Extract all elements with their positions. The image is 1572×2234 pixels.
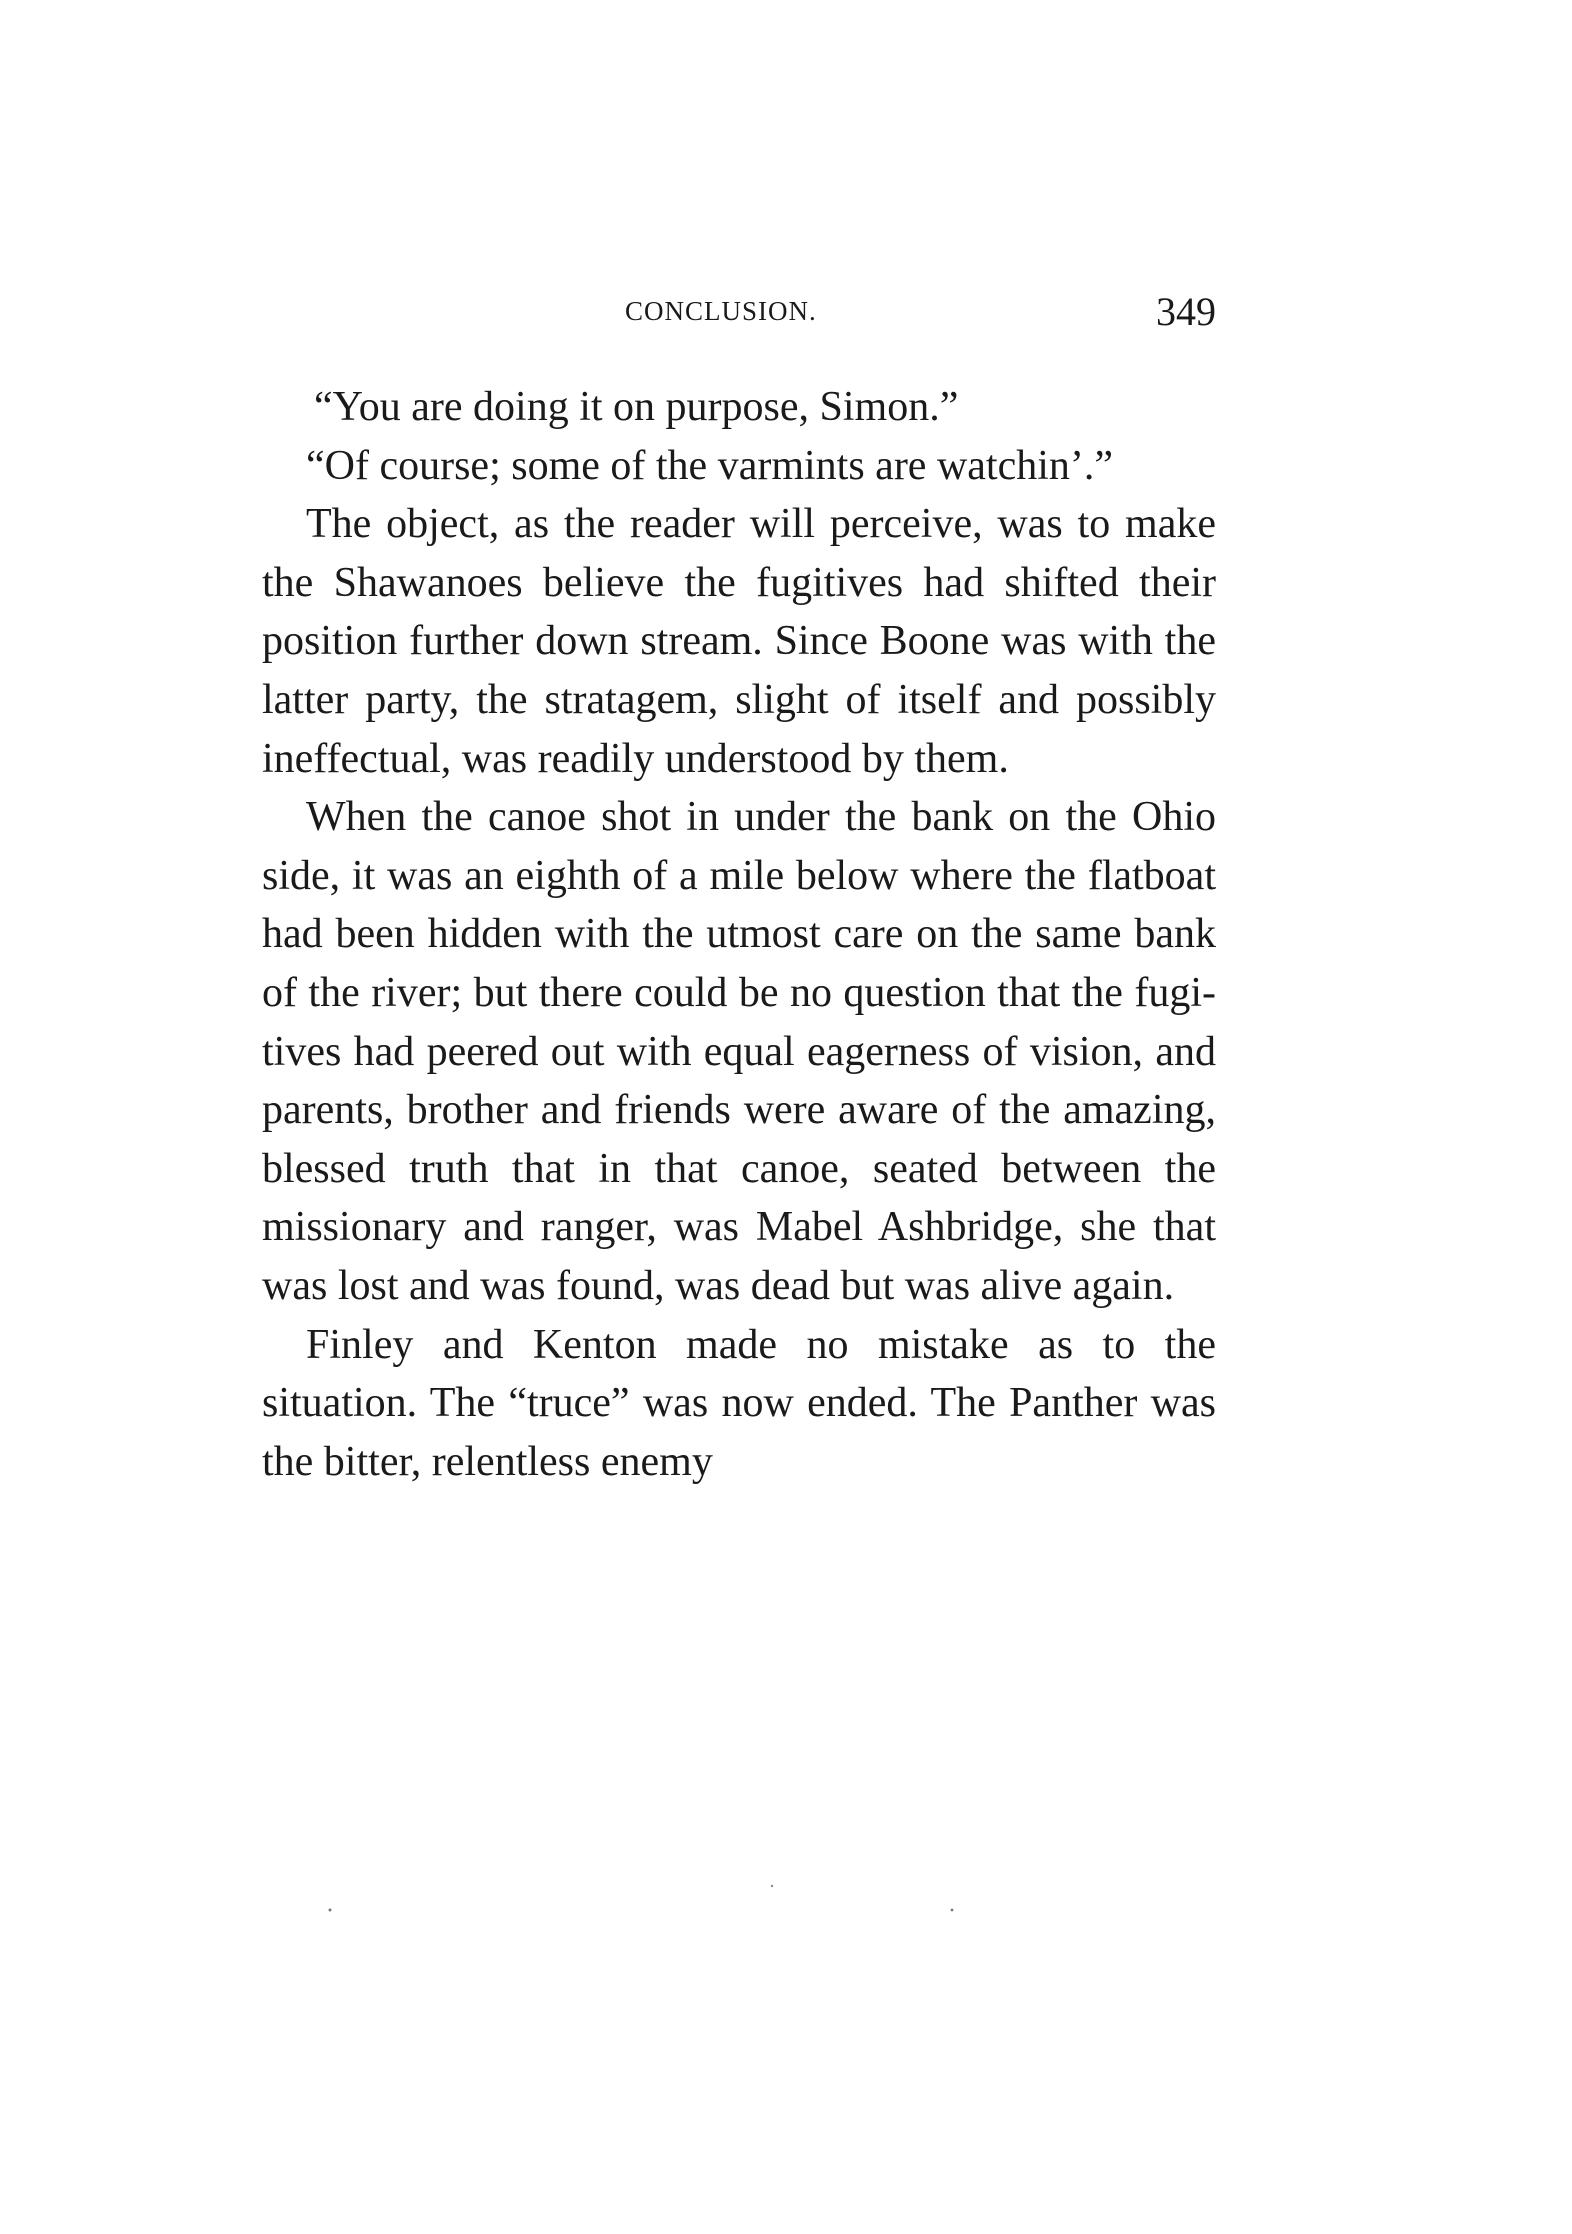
paragraph: When the canoe shot in under the bank on the Ohio side, it was an eighth of a mile below where the flatboat had been hidden with the utmost care on the same bank of the river; but there could be no question that the fugitives had peered out with equal eagerness of vision, and parents, brother and friends were aware of the amazing, blessed truth that in that canoe, seated between the missionary and ranger, was Mabel Ashbridge, she that was lost and was found, was dead but was alive again. xyxy=(262,794,1216,1309)
paragraph: The object, as the reader will perceive, was to make the Shawanoes believe the fugitives had shifted their position further down stream. Since Boone was with the latter party, the stratagem, slight of itself and possibly ineffectual, was readily understood by them. xyxy=(262,501,1216,782)
speck xyxy=(771,1885,773,1887)
body-text xyxy=(262,378,1216,1491)
running-title: CONCLUSION. xyxy=(625,296,817,326)
page-number: 349 xyxy=(1156,289,1216,334)
paragraph: Finley and Kenton made no mistake as to the situation. The “truce” was now ended. The Panther was the bitter, relentless enemy xyxy=(262,1321,1216,1485)
running-head xyxy=(262,288,1216,338)
paragraph: “Of course; some of the varmints are watchin’.” xyxy=(306,442,1114,489)
paragraph: “You are doing it on purpose, Simon.” xyxy=(314,384,959,430)
speck xyxy=(329,1909,332,1912)
speck xyxy=(951,1909,954,1912)
